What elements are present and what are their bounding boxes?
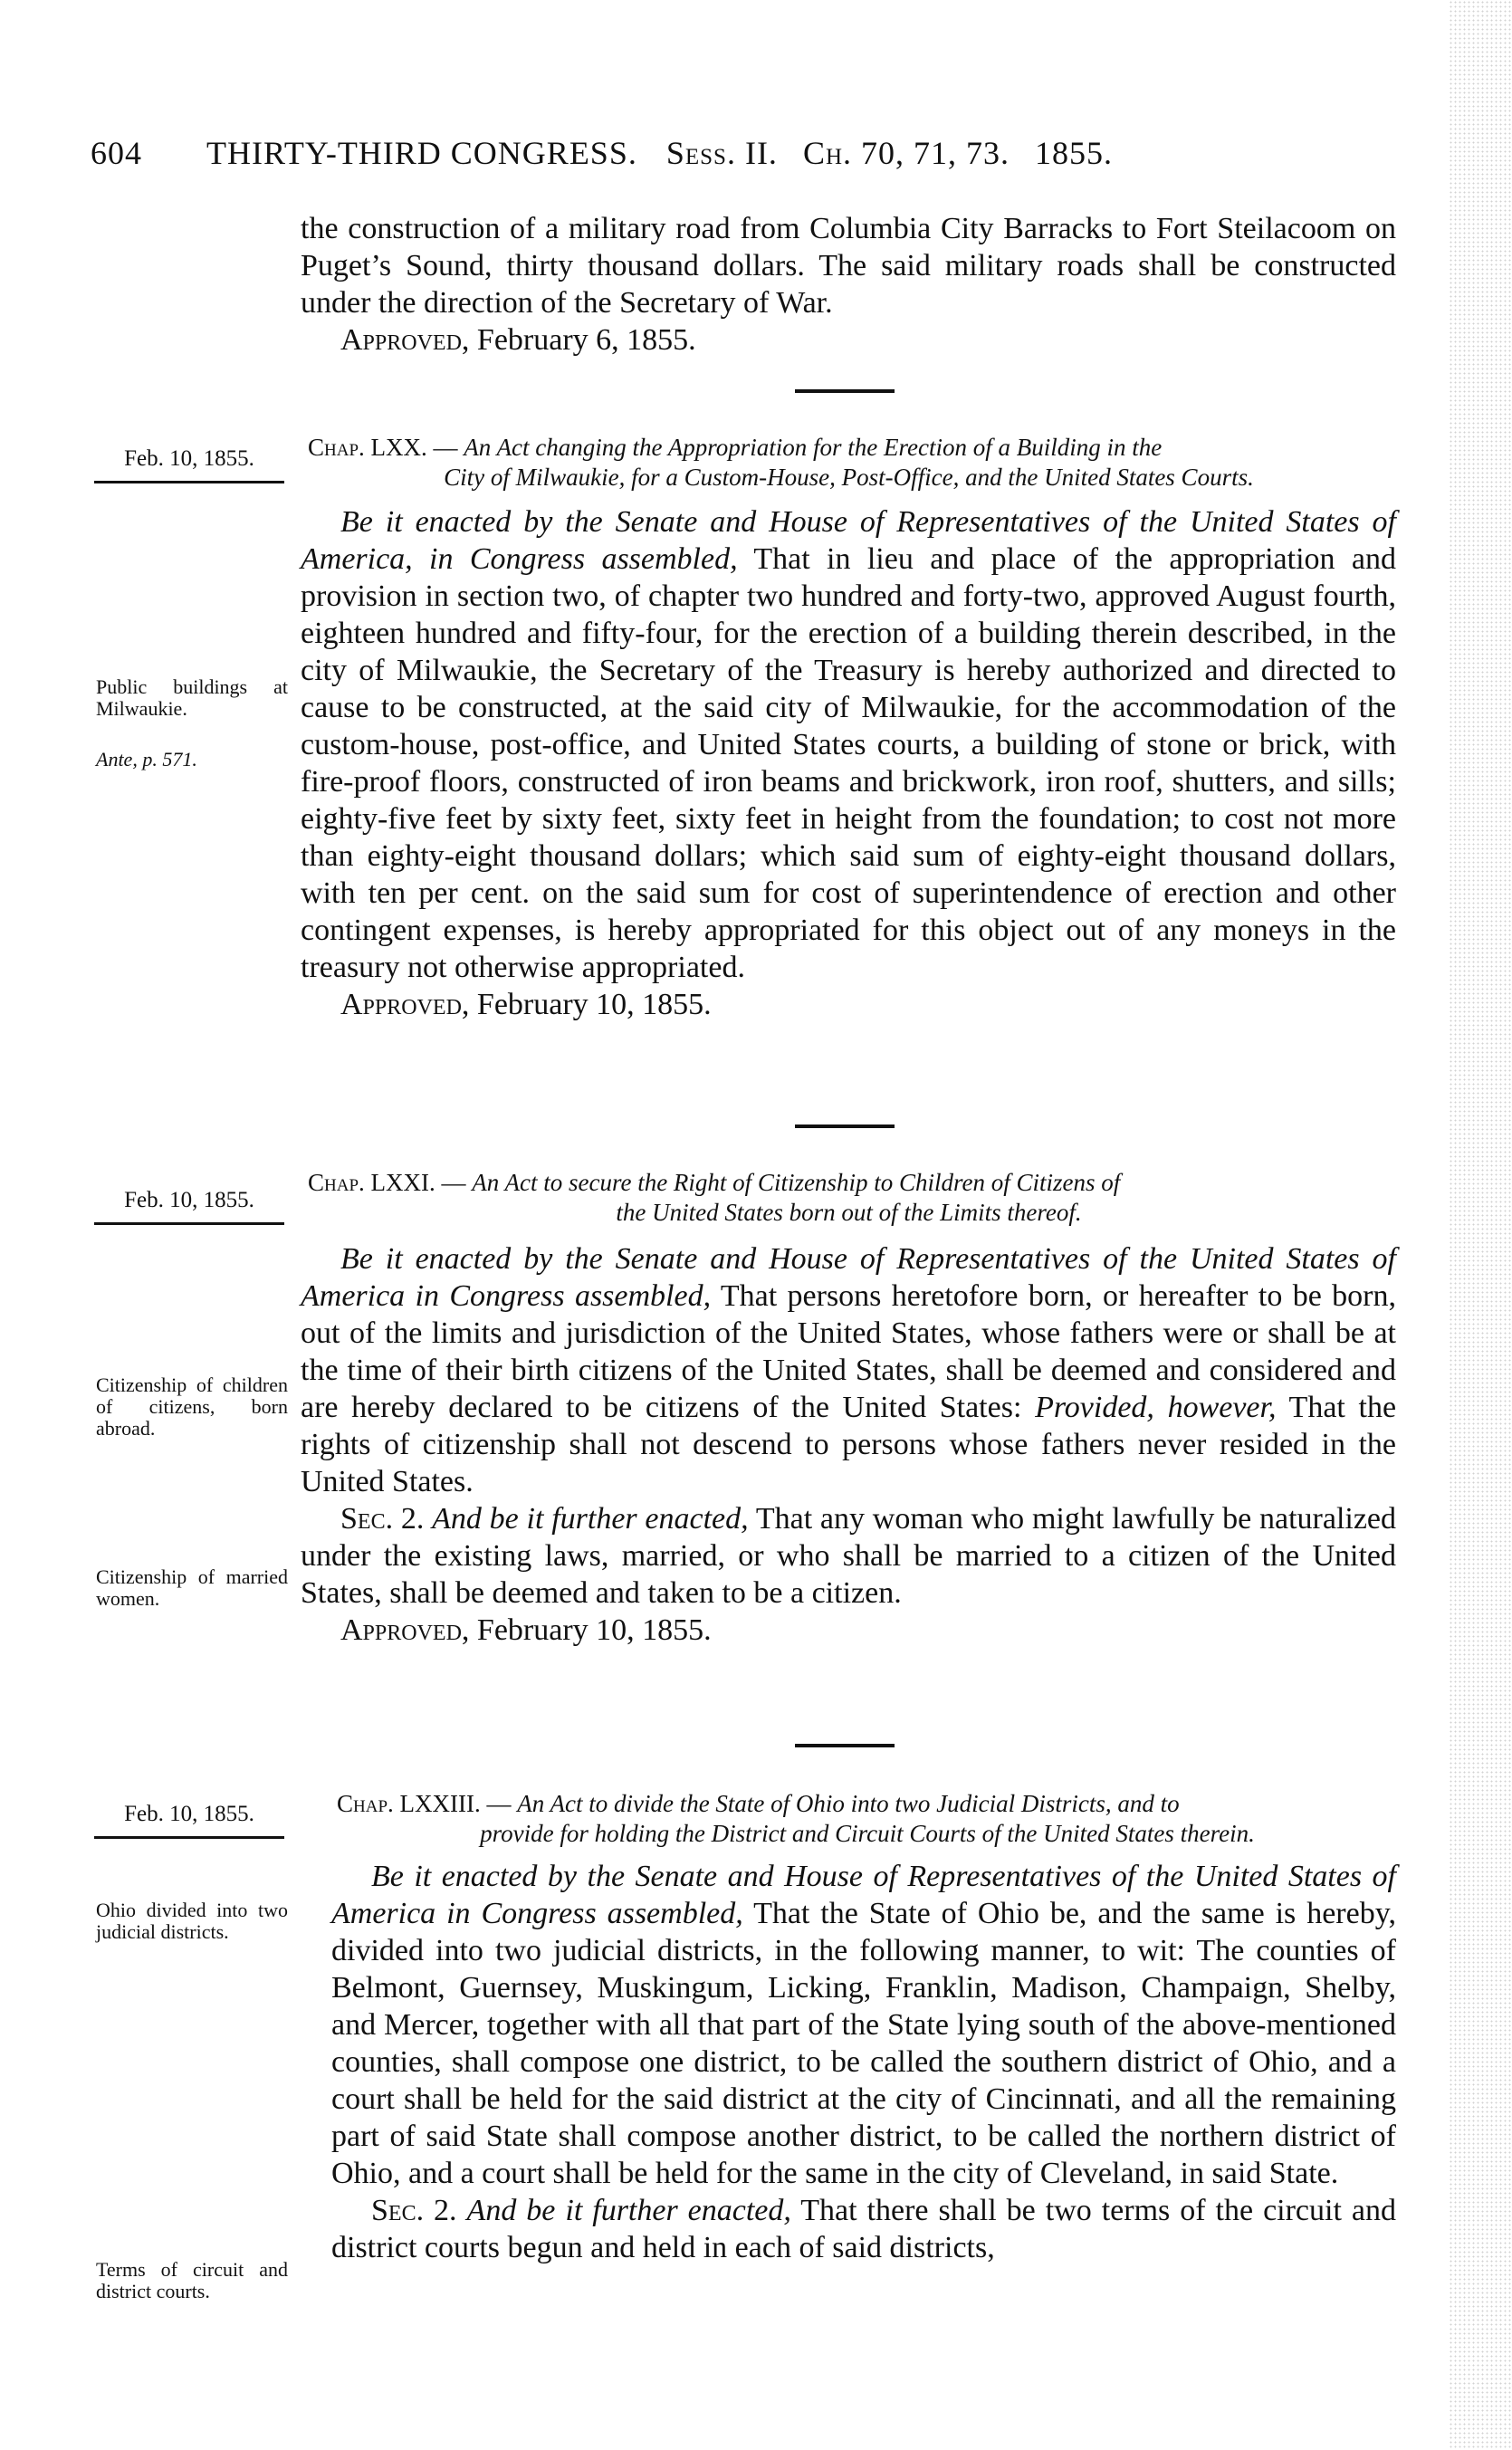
further-enacted-clause: And be it further enacted, xyxy=(466,2194,791,2227)
section-divider xyxy=(795,1744,895,1747)
further-enacted-clause: And be it further enacted, xyxy=(432,1502,749,1536)
chapter-date: Feb. 10, 1855. xyxy=(91,446,288,483)
section-text: That the State of Ohio be, and the same is hereby, divided into two judicial districts, in the following manner, to wit: The counties of Belmont, Guernsey, Muskingum, Licking, Franklin, Madison, Champaign, Shelby, and Mercer, together with all that part of the State lying south of the above-mentioned counties, shall compose one district, to be called the southern district of Ohio, and a court shall be held for the said district at the city of Cincinnati, and all the remaining part of said State shall compose another district, to be called the northern district of Ohio, and a court shall be held for the same in the city of Cleveland, in said State. xyxy=(331,1897,1396,2190)
enacting-clause: Be it enacted by the Senate and House of Representatives of the United States of America, in Congress assembled, xyxy=(301,505,1396,576)
side-note: Terms of circuit and district courts. xyxy=(96,2258,288,2302)
chapter-title: Chap. LXXI. — An Act to secure the Right of Citizenship to Children of Citizens of the United States born out of the Limits thereof. xyxy=(308,1169,1121,1226)
chapter-label: Chap. LXX. — xyxy=(308,434,458,461)
chapter-date: Feb. 10, 1855. xyxy=(91,1188,288,1225)
scanned-page-edge xyxy=(1449,0,1512,2450)
side-note: Ohio divided into two judicial districts. xyxy=(96,1899,288,1943)
session-label: Sess. II. xyxy=(665,135,778,171)
chapter-body xyxy=(301,503,1396,1023)
header-year: 1855. xyxy=(1035,135,1114,171)
continuation-text: the construction of a military road from Columbia City Barracks to Fort Steilacoom on Puget’s Sound, thirty thousand dollars. The said military roads shall be constructed under the direction of the Secretary of War. xyxy=(301,212,1396,320)
enacting-clause: Be it enacted by the Senate and House of Representatives of the United States of America in Congress assembled, xyxy=(301,1242,1396,1313)
chapter-date: Feb. 10, 1855. xyxy=(91,1802,288,1839)
date-underline xyxy=(94,481,284,483)
chapter-title: Chap. LXX. — An Act changing the Appropriation for the Erection of a Building in the City of Milwaukie, for a Custom-House, Post-Office, and the United States Courts. xyxy=(308,434,1254,491)
chapter-title: Chap. LXXIII. — An Act to divide the State of Ohio into two Judicial Districts, and to provide for holding the District and Circuit Courts of the United States therein. xyxy=(337,1790,1255,1847)
chapter-label: Chap. LXXIII. — xyxy=(337,1790,512,1817)
running-header xyxy=(91,134,1358,172)
date-underline xyxy=(94,1836,284,1839)
enacting-clause: Be it enacted by the Senate and House of Representatives of the United States of America in Congress assembled, xyxy=(331,1860,1396,1930)
section-text: That there shall be two terms of the circuit and district courts begun and held in each of said districts, xyxy=(331,2194,1396,2264)
proviso-clause: Provided, however, xyxy=(1035,1391,1277,1424)
date-underline xyxy=(94,1222,284,1225)
side-note: Citizenship of married women. xyxy=(96,1565,288,1610)
page-number: 604 xyxy=(91,135,142,171)
chapter-label: Chap. LXXI. — xyxy=(308,1169,466,1196)
congress-title: THIRTY-THIRD CONGRESS. xyxy=(206,135,637,171)
approved-line: Approved, February 10, 1855. xyxy=(340,1613,712,1647)
side-note: Public buildings at Milwaukie. xyxy=(96,675,288,720)
proviso-text: That the rights of citizenship shall not descend to persons whose fathers never resided in the United States. xyxy=(301,1391,1397,1498)
section-text: That persons heretofore born, or hereafter to be born, out of the limits and jurisdiction of the United States, whose fathers were or shall be at the time of their birth citizens of the United States, shall be deemed and considered and are hereby declared to be citizens of the United States: xyxy=(301,1279,1396,1424)
approved-line: Approved, February 6, 1855. xyxy=(340,323,696,357)
chapter-range: Ch. 70, 71, 73. xyxy=(802,135,1010,171)
section-text: That any woman who might lawfully be naturalized under the existing laws, married, or who shall be married to a citizen of the United States, shall be deemed and taken to be a citizen. xyxy=(301,1502,1397,1610)
section-label: Sec. 2. xyxy=(340,1502,425,1536)
section-divider xyxy=(795,1125,895,1128)
chapter-body xyxy=(331,1858,1396,2266)
side-note: Citizenship of children of citizens, born abroad. xyxy=(96,1373,288,1440)
side-note-reference: Ante, p. 571. xyxy=(96,748,197,770)
chapter-body xyxy=(301,1240,1396,1649)
continuation-section xyxy=(301,210,1396,359)
approved-line: Approved, February 10, 1855. xyxy=(340,988,712,1021)
section-text: That in lieu and place of the appropriation and provision in section two, of chapter two hundred and forty-two, approved August fourth, eighteen hundred and fifty-four, for the erection of a building therein described, in the city of Milwaukie, the Secretary of the Treasury is hereby authorized and directed to cause to be constructed, at the said city of Milwaukie, for the accommodation of the custom-house, post-office, and United States courts, a building of stone or brick, with fire-proof floors, constructed of iron beams and brickwork, iron roof, shutters, and sills; eighty-five feet by sixty feet, sixty feet in height from the foundation; to cost not more than eighty-eight thousand dollars; which said sum of eighty-eight thousand dollars, with ten per cent. on the said sum for cost of superintendence of erection and other contingent expenses, is hereby appropriated for this object out of any moneys in the treasury not otherwise appropriated. xyxy=(301,542,1396,984)
section-divider xyxy=(795,389,895,393)
section-label: Sec. 2. xyxy=(371,2194,457,2227)
